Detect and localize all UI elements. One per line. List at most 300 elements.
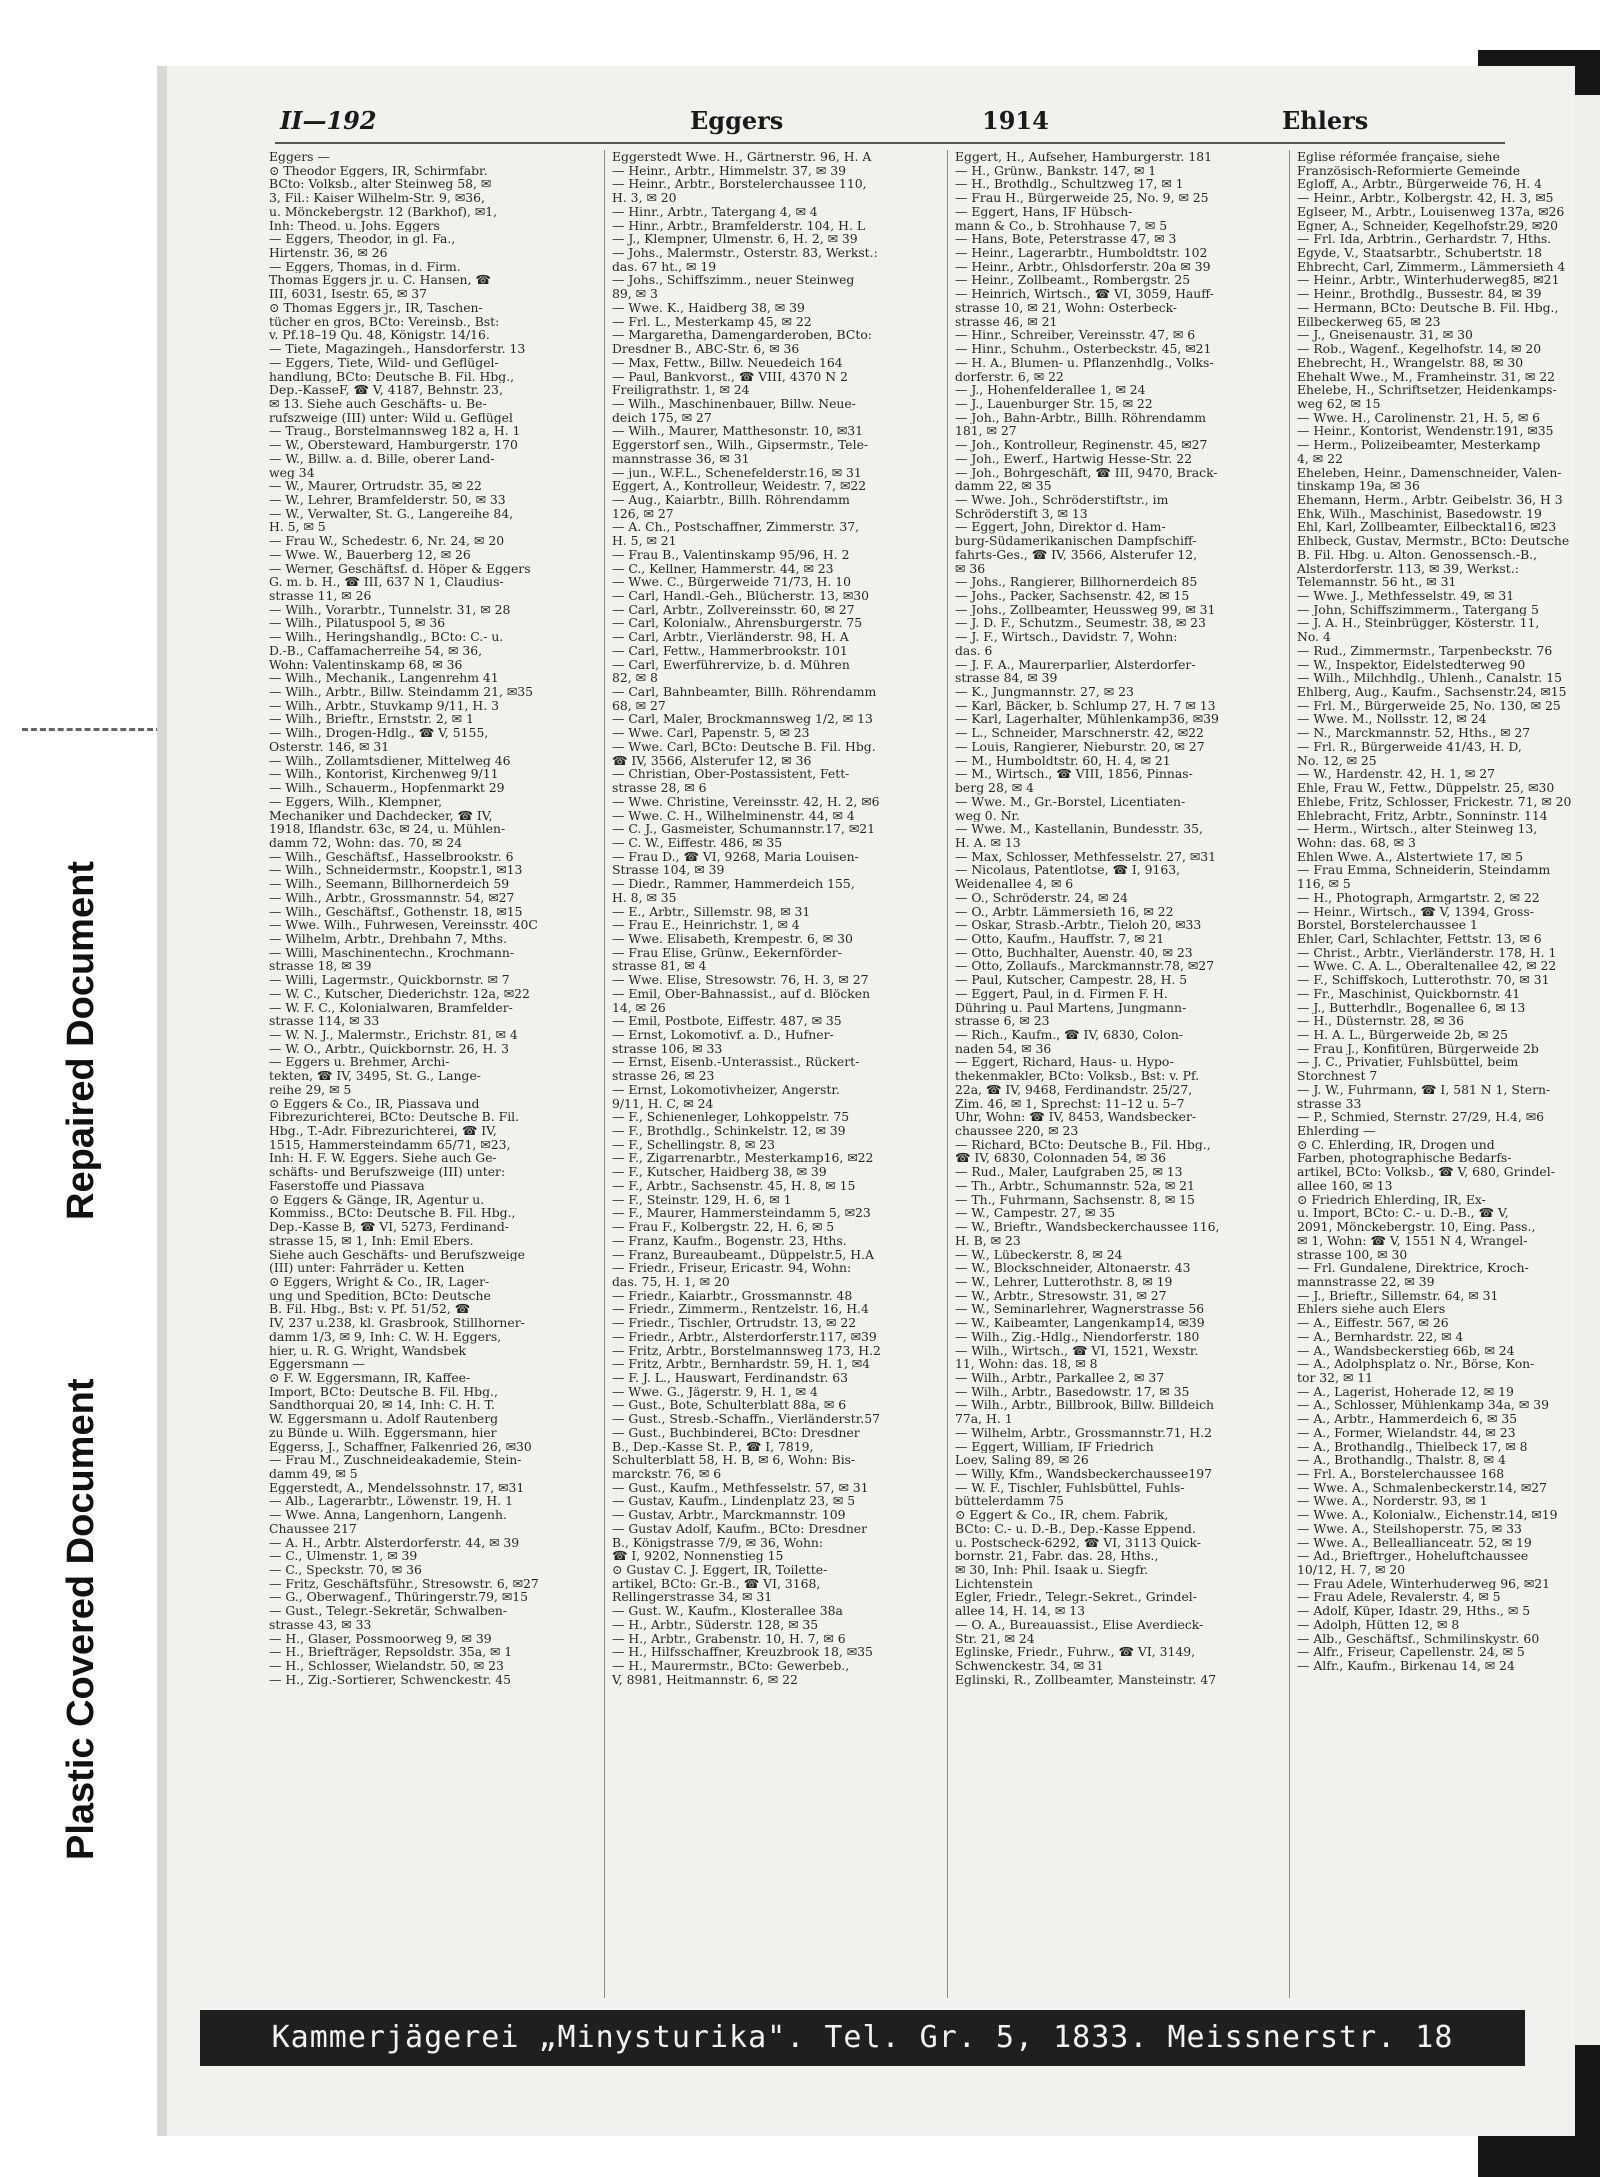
directory-entry-line: Eggerstedt, A., Mendelssohnstr. 17, ✉31 xyxy=(269,1480,525,1495)
directory-entry-line: — Frau W., Schedestr. 6, Nr. 24, ✉ 20 xyxy=(269,534,505,548)
directory-entry-line: — H., Photograph, Armgartstr. 2, ✉ 22 xyxy=(1297,890,1540,905)
directory-entry-line: — Alb., Geschäftsf., Schmilinskystr. 60 xyxy=(1297,1631,1540,1646)
directory-entry-line: — Wwe. M., Kastellanin, Bundesstr. 35, xyxy=(955,822,1203,836)
directory-entry-line: — Wwe. Carl, BCto: Deutsche B. Fil. Hbg. xyxy=(612,739,876,754)
directory-entry-line: — J. W., Fuhrmann, ☎ I, 581 N 1, Stern- xyxy=(1297,1082,1551,1097)
directory-entry-line: — Gust., Stresb.-Schaffn., Vierländerstr.57 xyxy=(612,1412,880,1426)
directory-entry-line: — Wilh., Geschäftsf., Gothenstr. 18, ✉15 xyxy=(269,904,523,919)
directory-entry-line: — H., Düsternstr. 28, ✉ 36 xyxy=(1297,1014,1464,1028)
directory-entry-line: — Ernst, Eisenb.-Unterassist., Rückert- xyxy=(612,1055,860,1070)
directory-entry-line: — Paul, Kutscher, Campestr. 28, H. 5 xyxy=(955,973,1188,987)
directory-entry-line: — Wilh., Arbtr., Billw. Steindamm 21, ✉35 xyxy=(269,685,534,699)
directory-entry-line: — Heinr., Brothdlg., Bussestr. 84, ✉ 39 xyxy=(1297,287,1542,301)
directory-entry-line: Eggerss, J., Schaffner, Falkenried 26, ✉30 xyxy=(269,1439,532,1454)
directory-entry-line: 1918, Iflandstr. 63c, ✉ 24, u. Mühlen- xyxy=(269,822,506,836)
directory-entry-line: — Johs., Zollbeamter, Heussweg 99, ✉ 31 xyxy=(955,602,1216,617)
directory-entry-line: 77a, H. 1 xyxy=(955,1412,1013,1426)
directory-entry-line: Mechaniker und Dachdecker, ☎ IV, xyxy=(269,808,493,823)
directory-entry-line: — C., Kellner, Hammerstr. 44, ✉ 23 xyxy=(612,561,834,576)
directory-entry-line: — Hinr., Arbtr., Bramfelderstr. 104, H. L xyxy=(612,218,866,233)
directory-entry-line: — Wilh., Zollamtsdiener, Mittelweg 46 xyxy=(269,753,511,768)
directory-entry-line: strasse 106, ✉ 33 xyxy=(612,1041,723,1056)
directory-entry-line: Inh: H. F. W. Eggers. Siehe auch Ge- xyxy=(269,1151,497,1166)
directory-entry-line: — Willi, Lagermstr., Quickbornstr. ✉ 7 xyxy=(269,973,510,987)
directory-entry-line: — Heinr., Lagerarbtr., Humboldtstr. 102 xyxy=(955,246,1208,260)
directory-entry-line: — Gustav Adolf, Kaufm., BCto: Dresdner xyxy=(612,1521,868,1536)
directory-entry-line: — O., Schröderstr. 24, ✉ 24 xyxy=(955,890,1129,905)
directory-entry-line: Dresdner B., ABC-Str. 6, ✉ 36 xyxy=(612,342,800,356)
directory-entry-line: Thomas Eggers jr. u. C. Hansen, ☎ xyxy=(269,273,491,288)
directory-entry-line: W. Eggersmann u. Adolf Rautenberg xyxy=(269,1412,499,1426)
directory-entry-line: — A. Ch., Postschaffner, Zimmerstr. 37, xyxy=(612,520,860,535)
directory-entry-line: ⊙ Eggers & Co., IR, Piassava und xyxy=(269,1096,480,1111)
directory-entry-line: — W., Campestr. 27, ✉ 35 xyxy=(955,1206,1116,1221)
directory-entry-line: dorferstr. 6, ✉ 22 xyxy=(955,369,1064,384)
directory-entry-line: — Frl. R., Bürgerweide 41/43, H. D, xyxy=(1297,739,1522,754)
directory-entry-line: 9/11, H. C, ✉ 24 xyxy=(612,1096,714,1111)
directory-entry-line: — F., Kutscher, Haidberg 38, ✉ 39 xyxy=(612,1165,827,1179)
directory-entry-line: u. Mönckebergstr. 12 (Barkhof), ✉1, xyxy=(269,204,498,219)
directory-entry-line: das. 6 xyxy=(955,643,993,658)
directory-entry-line: — Hinr., Schreiber, Vereinsstr. 47, ✉ 6 xyxy=(955,328,1196,343)
directory-entry-line: — Johs., Schiffszimm., neuer Steinweg xyxy=(612,273,855,288)
directory-entry-line: das. 67 ht., ✉ 19 xyxy=(612,259,717,274)
directory-entry-line: Ehbrecht, Carl, Zimmerm., Lämmersieth 4 xyxy=(1297,259,1566,274)
directory-entry-line: — A., Bernhardstr. 22, ✉ 4 xyxy=(1297,1329,1464,1344)
directory-entry-line: — Heinr., Kontorist, Wendenstr.191, ✉35 xyxy=(1297,424,1554,439)
directory-entry-line: Wohn: Valentinskamp 68, ✉ 36 xyxy=(269,657,463,672)
directory-entry-line: — H., Arbtr., Süderstr. 128, ✉ 35 xyxy=(612,1617,819,1632)
directory-entry-line: Storchnest 7 xyxy=(1297,1069,1378,1083)
directory-entry-line: 68, ✉ 27 xyxy=(612,698,666,713)
directory-entry-line: — Wwe. M., Gr.-Borstel, Licentiaten- xyxy=(955,794,1186,809)
directory-entry-line: — Wwe. W., Bauerberg 12, ✉ 26 xyxy=(269,547,471,562)
directory-entry-line: BCto: C.- u. D.-B., Dep.-Kasse Eppend. xyxy=(955,1521,1196,1536)
directory-entry-line: 10/12, H. 7, ✉ 20 xyxy=(1297,1563,1406,1577)
directory-entry-line: — jun., W.F.L., Schenefelderstr.16, ✉ 31 xyxy=(612,465,862,480)
directory-entry-line: ⊙ Theodor Eggers, IR, Schirmfabr. xyxy=(269,163,488,178)
directory-entry-line: — Heinr., Arbtr., Kolbergstr. 42, H. 3, ✉5 xyxy=(1297,191,1554,205)
directory-entry-line: — Max, Schlosser, Methfesselstr. 27, ✉31 xyxy=(955,849,1217,864)
directory-entry-line: — Friedr., Zimmerm., Rentzelstr. 16, H.4 xyxy=(612,1302,869,1317)
directory-entry-line: — J., Lauenburger Str. 15, ✉ 22 xyxy=(955,396,1153,411)
directory-entry-line: — F., Brothdlg., Schinkelstr. 12, ✉ 39 xyxy=(612,1124,846,1138)
directory-entry-line: ✉ 13. Siehe auch Geschäfts- u. Be- xyxy=(269,396,487,411)
directory-entry-line: Schröderstift 3, ✉ 13 xyxy=(955,506,1088,521)
directory-entry-line: Ehlerding — xyxy=(1297,1124,1376,1138)
directory-entry-line: — Eggert, William, IF Friedrich xyxy=(955,1439,1154,1454)
directory-entry-line: — A., Brothandlg., Thalstr. 8, ✉ 4 xyxy=(1297,1453,1506,1467)
directory-entry-line: — Wwe. C., Bürgerweide 71/73, H. 10 xyxy=(612,575,852,589)
directory-entry-line: Freiligrathstr. 1, ✉ 24 xyxy=(612,383,750,397)
directory-entry-line: Ehebrecht, H., Wrangelstr. 88, ✉ 30 xyxy=(1297,355,1524,370)
directory-entry-line: — Max, Fettw., Billw. Neuedeich 164 xyxy=(612,355,843,370)
directory-entry-line: Sandthorquai 20, ✉ 14, Inh: C. H. T. xyxy=(269,1398,495,1413)
directory-entry-line: — H., Brothdlg., Schultzweg 17, ✉ 1 xyxy=(955,177,1184,192)
directory-entry-line: fahrts-Ges., ☎ IV, 3566, Alsterufer 12, xyxy=(955,547,1198,562)
directory-entry-line: — Joh., Kontrolleur, Reginenstr. 45, ✉27 xyxy=(955,438,1208,452)
directory-entry-line: — W., Lehrer, Lutterothstr. 8, ✉ 19 xyxy=(955,1274,1173,1289)
directory-entry-line: — Wwe. Wilh., Fuhrwesen, Vereinsstr. 40C xyxy=(269,918,538,932)
directory-entry-line: — H., Maurermstr., BCto: Gewerbeb., xyxy=(612,1659,850,1673)
directory-entry-line: — Wilhelm, Arbtr., Drehbahn 7, Mths. xyxy=(269,931,507,946)
directory-entry-line: — Wilh., Geschäftsf., Hasselbrookstr. 6 xyxy=(269,849,514,864)
directory-entry-line: — Wilh., Mechanik., Langenrehm 41 xyxy=(269,671,499,686)
directory-entry-line: — Paul, Bankvorst., ☎ VIII, 4370 N 2 xyxy=(612,369,848,384)
directory-entry-line: H. B, ✉ 23 xyxy=(955,1233,1021,1248)
directory-entry-line: Siehe auch Geschäfts- und Berufszweige xyxy=(269,1247,526,1262)
directory-entry-line: tücher en gros, BCto: Vereinsb., Bst: xyxy=(269,314,500,329)
directory-entry-line: — H., Zig.-Sortierer, Schwenckestr. 45 xyxy=(269,1672,512,1687)
directory-entry-line: H. 5, ✉ 21 xyxy=(612,534,677,548)
directory-entry-line: Alsterdorferstr. 113, ✉ 39, Werkst.: xyxy=(1297,561,1519,576)
directory-entry-line: strasse 26, ✉ 23 xyxy=(612,1069,715,1083)
directory-entry-line: — John, Schiffszimmerm., Tatergang 5 xyxy=(1297,602,1539,617)
column-divider xyxy=(1289,150,1290,1998)
directory-entry-line: — Heinr., Arbtr., Ohlsdorferstr. 20a ✉ 39 xyxy=(955,259,1211,274)
directory-entry-line: u. Postscheck-6292, ☎ VI, 3113 Quick- xyxy=(955,1535,1202,1550)
directory-entry-line: — F., Schiffskoch, Lutterothstr. 70, ✉ 31 xyxy=(1297,973,1550,987)
directory-entry-line: — W., Hardenstr. 42, H. 1, ✉ 27 xyxy=(1297,767,1496,782)
directory-entry-line: — Frl. M., Bürgerweide 25, No. 130, ✉ 25 xyxy=(1297,698,1561,713)
directory-entry-line: — W., Kaibeamter, Langenkamp14, ✉39 xyxy=(955,1316,1205,1330)
directory-entry-line: — Wilh., Maschinenbauer, Billw. Neue- xyxy=(612,396,856,411)
directory-entry-line: — Wilh., Zig.-Hdlg., Niendorferstr. 180 xyxy=(955,1329,1200,1344)
directory-entry-line: Ehlen Wwe. A., Alstertwiete 17, ✉ 5 xyxy=(1297,849,1524,864)
directory-entry-line: artikel, BCto: Gr.-B., ☎ VI, 3168, xyxy=(612,1576,821,1591)
directory-entry-line: — Wwe. Joh., Schröderstiftstr., im xyxy=(955,492,1169,507)
directory-entry-line: strasse 10, ✉ 21, Wohn: Osterbeck- xyxy=(955,300,1178,315)
directory-entry-line: — L., Schneider, Marschnerstr. 42, ✉22 xyxy=(955,726,1204,740)
directory-entry-line: — P., Schmied, Sternstr. 27/29, H.4, ✉6 xyxy=(1297,1110,1545,1125)
directory-entry-line: — Rob., Wagenf., Kegelhofstr. 14, ✉ 20 xyxy=(1297,342,1542,356)
directory-entry-line: Strasse 104, ✉ 39 xyxy=(612,863,725,878)
directory-entry-line: tinskamp 19a, ✉ 36 xyxy=(1297,479,1420,493)
directory-entry-line: Wohn: das. 68, ✉ 3 xyxy=(1297,835,1416,850)
directory-entry-line: Weidenallee 4, ✉ 6 xyxy=(955,877,1074,891)
directory-entry-line: — E., Arbtr., Sillemstr. 98, ✉ 31 xyxy=(612,904,811,919)
directory-entry-line: hier, u. R. G. Wright, Wandsbek xyxy=(269,1343,467,1358)
directory-entry-line: — C., Speckstr. 70, ✉ 36 xyxy=(269,1563,422,1577)
directory-entry-line: marckstr. 76, ✉ 6 xyxy=(612,1467,722,1481)
directory-entry-line: — Wwe. M., Nollsstr. 12, ✉ 24 xyxy=(1297,712,1487,727)
directory-entry-line: weg 34 xyxy=(269,465,315,480)
directory-entry-line: Kommiss., BCto: Deutsche B. Fil. Hbg., xyxy=(269,1206,516,1221)
directory-entry-line: — Ernst, Lokomotivheizer, Angerstr. xyxy=(612,1082,840,1097)
directory-entry-line: 11, Wohn: das. 18, ✉ 8 xyxy=(955,1357,1098,1371)
directory-entry-line: — Oskar, Strasb.-Arbtr., Tieloh 20, ✉33 xyxy=(955,918,1202,932)
directory-entry-line: — H., Briefträger, Repsoldstr. 35a, ✉ 1 xyxy=(269,1645,513,1660)
directory-entry-line: — Wwe. Elisabeth, Krempestr. 6, ✉ 30 xyxy=(612,931,853,946)
directory-entry-line: IV, 237 u.238, kl. Grasbrook, Stillhorner- xyxy=(269,1316,525,1330)
directory-entry-line: handlung, BCto: Deutsche B. Fil. Hbg., xyxy=(269,369,515,384)
directory-entry-line: — W., Blockschneider, Altonaerstr. 43 xyxy=(955,1261,1191,1275)
directory-entry-line: Eggerstorf sen., Wilh., Gipsermstr., Tele- xyxy=(612,438,869,452)
directory-entry-line: — A., Schlosser, Mühlenkamp 34a, ✉ 39 xyxy=(1297,1398,1549,1413)
directory-entry-line: ⊙ Thomas Eggers jr., IR, Taschen- xyxy=(269,300,483,315)
directory-entry-line: Eglinski, R., Zollbeamter, Mansteinstr. 47 xyxy=(955,1672,1217,1687)
directory-entry-line: strasse 33 xyxy=(1297,1096,1362,1111)
directory-entry-line: — Wilh., Drogen-Hdlg., ☎ V, 5155, xyxy=(269,726,489,740)
directory-entry-line: strasse 43, ✉ 33 xyxy=(269,1617,372,1632)
directory-entry-line: — Johs., Rangierer, Billhornerdeich 85 xyxy=(955,575,1198,589)
directory-entry-line: — Carl, Ewerführervize, b. d. Mühren xyxy=(612,657,850,672)
directory-entry-line: Osterstr. 146, ✉ 31 xyxy=(269,739,390,754)
directory-entry-line: — Wilh., Schneidermstr., Koopstr.1, ✉13 xyxy=(269,863,523,878)
directory-entry-line: strasse 6, ✉ 23 xyxy=(955,1014,1050,1028)
directory-column-4 xyxy=(1297,150,1597,1998)
directory-entry-line: — Frl. L., Mesterkamp 45, ✉ 22 xyxy=(612,314,812,329)
directory-entry-line: — Eggers u. Brehmer, Archi- xyxy=(269,1055,450,1070)
directory-entry-line: Ehle, Frau W., Fettw., Düppelstr. 25, ✉30 xyxy=(1297,781,1555,795)
directory-entry-line: — Hinr., Schuhm., Osterbeckstr. 45, ✉21 xyxy=(955,342,1212,356)
directory-entry-line: — F., Schellingstr. 8, ✉ 23 xyxy=(612,1137,775,1152)
directory-entry-line: — Wwe. Elise, Stresowstr. 76, H. 3, ✉ 27 xyxy=(612,973,869,987)
directory-entry-line: — Wilh., Wirtsch., ☎ VI, 1521, Wexstr. xyxy=(955,1343,1199,1358)
directory-entry-line: — J. A. H., Steinbrügger, Kösterstr. 11, xyxy=(1297,616,1540,631)
directory-entry-line: — Frau Adele, Winterhuderweg 96, ✉21 xyxy=(1297,1576,1550,1591)
directory-entry-line: — Emil, Postbote, Eiffestr. 487, ✉ 35 xyxy=(612,1014,842,1028)
directory-entry-line: allee 160, ✉ 13 xyxy=(1297,1178,1393,1193)
directory-entry-line: — W., Lübeckerstr. 8, ✉ 24 xyxy=(955,1247,1123,1262)
directory-entry-line: — Friedr., Friseur, Ericastr. 94, Wohn: xyxy=(612,1261,852,1275)
directory-entry-line: — Wwe. G., Jägerstr. 9, H. 1, ✉ 4 xyxy=(612,1384,818,1399)
directory-entry-line: strasse 81, ✉ 4 xyxy=(612,959,707,974)
directory-entry-line: — Otto, Kaufm., Hauffstr. 7, ✉ 21 xyxy=(955,931,1165,946)
directory-entry-line: B. Fil. Hbg., Bst: v. Pf. 51/52, ☎ xyxy=(269,1302,471,1317)
directory-entry-line: — Hermann, BCto: Deutsche B. Fil. Hbg., xyxy=(1297,300,1559,315)
directory-entry-line: — Gust. W., Kaufm., Klosterallee 38a xyxy=(612,1604,843,1618)
directory-entry-line: — A., Eiffestr. 567, ✉ 26 xyxy=(1297,1316,1449,1330)
directory-entry-line: strasse 11, ✉ 26 xyxy=(269,589,372,603)
directory-entry-line: — C. J., Gasmeister, Schumannstr.17, ✉21 xyxy=(612,822,875,836)
directory-entry-line: — Frau H., Bürgerweide 25, No. 9, ✉ 25 xyxy=(955,191,1209,205)
directory-entry-line: Loev, Saling 89, ✉ 26 xyxy=(955,1453,1089,1467)
directory-entry-line: Ehler, Carl, Schlachter, Fettstr. 13, ✉ 6 xyxy=(1297,931,1542,946)
directory-entry-line: — H., Arbtr., Grabenstr. 10, H. 7, ✉ 6 xyxy=(612,1631,846,1646)
directory-entry-line: — Joh., Ewerf., Hartwig Hesse-Str. 22 xyxy=(955,451,1192,466)
directory-entry-line: 126, ✉ 27 xyxy=(612,506,674,521)
directory-entry-line: Hbg., T.-Adr. Fibrezurichterei, ☎ IV, xyxy=(269,1124,497,1138)
header-year: 1914 xyxy=(982,106,1049,135)
directory-entry-line: ✉ 30, Inh: Phil. Isaak u. Siegfr. xyxy=(955,1563,1149,1577)
directory-entry-line: strasse 15, ✉ 1, Inh: Emil Ebers. xyxy=(269,1233,474,1248)
directory-entry-line: — Carl, Bahnbeamter, Billh. Röhrendamm xyxy=(612,685,877,699)
directory-entry-line: — W., Seminarlehrer, Wagnerstrasse 56 xyxy=(955,1302,1205,1317)
directory-entry-line: Fibrezurichterei, BCto: Deutsche B. Fil. xyxy=(269,1110,520,1125)
directory-entry-line: — Gust., Bote, Schulterblatt 88a, ✉ 6 xyxy=(612,1398,847,1413)
directory-entry-line: zu Bünde u. Wilh. Eggersmann, hier xyxy=(269,1425,497,1440)
directory-entry-line: — Werner, Geschäftsf. d. Höper & Eggers xyxy=(269,561,531,576)
directory-entry-line: 116, ✉ 5 xyxy=(1297,877,1351,891)
directory-entry-line: — H., Glaser, Possmoorweg 9, ✉ 39 xyxy=(269,1631,492,1646)
directory-entry-line: mannstrasse 36, ✉ 31 xyxy=(612,451,750,466)
directory-entry-line: — Wwe. J., Methfesselstr. 49, ✉ 31 xyxy=(1297,589,1515,603)
directory-entry-line: Dep.-Kasse B, ☎ VI, 5273, Ferdinand- xyxy=(269,1220,509,1234)
directory-entry-line: mannstrasse 22, ✉ 39 xyxy=(1297,1274,1435,1289)
directory-entry-line: — Karl, Lagerhalter, Mühlenkamp36, ✉39 xyxy=(955,712,1219,727)
directory-entry-line: Schwenckestr. 34, ✉ 31 xyxy=(955,1659,1104,1673)
directory-entry-line: — Eggers, Wilh., Klempner, xyxy=(269,794,443,809)
directory-entry-line: — Wwe. A., Steilshoperstr. 75, ✉ 33 xyxy=(1297,1521,1522,1536)
directory-entry-line: — Nicolaus, Patentlotse, ☎ I, 9163, xyxy=(955,863,1181,878)
directory-entry-line: 1515, Hammersteindamm 65/71, ✉23, xyxy=(269,1137,511,1152)
directory-entry-line: strasse 46, ✉ 21 xyxy=(955,314,1058,329)
directory-entry-line: Faserstoffe und Piassava xyxy=(269,1178,425,1193)
directory-entry-line: — W., Maurer, Ortrudstr. 35, ✉ 22 xyxy=(269,479,482,493)
directory-entry-line: Eglseer, M., Arbtr., Louisenweg 137a, ✉26 xyxy=(1297,204,1565,219)
directory-entry-line: — Frl. A., Borstelerchaussee 168 xyxy=(1297,1467,1505,1481)
directory-entry-line: — Wwe. C. H., Wilhelminenstr. 44, ✉ 4 xyxy=(612,808,855,823)
directory-entry-line: — Christian, Ober-Postassistent, Fett- xyxy=(612,767,850,782)
directory-entry-line: 14, ✉ 26 xyxy=(612,1000,666,1015)
directory-entry-line: — Eggers, Theodor, in gl. Fa., xyxy=(269,232,456,247)
directory-entry-line: Eilbeckerweg 65, ✉ 23 xyxy=(1297,314,1441,329)
directory-entry-line: u. Import, BCto: C.- u. D.-B., ☎ V, xyxy=(1297,1206,1509,1221)
directory-entry-line: Dep.-KasseF, ☎ V, 4187, Behnstr. 23, xyxy=(269,383,503,397)
directory-entry-line: — Carl, Kolonialw., Ahrensburgerstr. 75 xyxy=(612,616,863,631)
directory-entry-line: Uhr, Wohn: ☎ IV, 8453, Wandsbecker- xyxy=(955,1110,1197,1125)
directory-entry-line: — Joh., Bahn-Arbtr., Billh. Röhrendamm xyxy=(955,410,1207,425)
directory-entry-line: — W., Arbtr., Stresowstr. 31, ✉ 27 xyxy=(955,1288,1167,1303)
directory-entry-line: Ehelebe, H., Schriftsetzer, Heidenkamps- xyxy=(1297,383,1557,397)
directory-entry-line: Ehlbeck, Gustav, Mermstr., BCto: Deutsche xyxy=(1297,534,1570,548)
directory-entry-line: 2091, Mönckebergstr. 10, Eing. Pass., xyxy=(1297,1220,1536,1234)
directory-entry-line: — A. H., Arbtr. Alsterdorferstr. 44, ✉ 39 xyxy=(269,1535,520,1550)
directory-entry-line: — M., Humboldtstr. 60, H. 4, ✉ 21 xyxy=(955,753,1171,768)
directory-entry-line: tor 32, ✉ 11 xyxy=(1297,1370,1374,1385)
directory-entry-line: Eggert, H., Aufseher, Hamburgerstr. 181 xyxy=(955,150,1212,164)
directory-entry-line: Hirtenstr. 36, ✉ 26 xyxy=(269,246,388,260)
repaired-document-label: Repaired Document xyxy=(60,861,102,1220)
directory-entry-line: Eheleben, Heinr., Damenschneider, Valen- xyxy=(1297,465,1562,480)
directory-entry-line: — Johs., Malermstr., Osterstr. 83, Werkst.: xyxy=(612,246,878,260)
directory-entry-line: Eggerstedt Wwe. H., Gärtnerstr. 96, H. A xyxy=(612,150,872,164)
directory-entry-line: — Frl. Gundalene, Direktrice, Kroch- xyxy=(1297,1261,1529,1275)
directory-entry-line: Egler, Friedr., Telegr.-Sekret., Grindel- xyxy=(955,1590,1197,1605)
directory-entry-line: Egloff, A., Arbtr., Bürgerweide 76, H. 4 xyxy=(1297,177,1543,192)
directory-entry-line: — J., Gneisenaustr. 31, ✉ 30 xyxy=(1297,328,1473,343)
directory-entry-line: Dühring u. Paul Martens, Jungmann- xyxy=(955,1000,1187,1015)
directory-entry-line: strasse 100, ✉ 30 xyxy=(1297,1247,1408,1262)
directory-entry-line: rufszweige (III) unter: Wild u. Geflügel xyxy=(269,410,513,425)
directory-entry-line: — Frau Adele, Revalerstr. 4, ✉ 5 xyxy=(1297,1590,1501,1605)
directory-entry-line: — Frau F., Kolbergstr. 22, H. 6, ✉ 5 xyxy=(612,1220,835,1234)
directory-entry-line: — Wwe. H., Carolinenstr. 21, H. 5, ✉ 6 xyxy=(1297,410,1541,425)
directory-entry-line: — W. C., Kutscher, Diederichstr. 12a, ✉22 xyxy=(269,986,530,1001)
directory-entry-line: — Wilh., Arbtr., Parkallee 2, ✉ 37 xyxy=(955,1370,1165,1385)
directory-entry-line: — Heinr., Wirtsch., ☎ V, 1394, Gross- xyxy=(1297,904,1534,919)
directory-entry-line: — Th., Fuhrmann, Sachsenstr. 8, ✉ 15 xyxy=(955,1192,1195,1207)
directory-entry-line: büttelerdamm 75 xyxy=(955,1494,1064,1509)
directory-entry-line: — Wilh., Schauerm., Hopfenmarkt 29 xyxy=(269,781,505,795)
directory-entry-line: — Diedr., Rammer, Hammerdeich 155, xyxy=(612,877,855,891)
directory-entry-line: Import, BCto: Deutsche B. Fil. Hbg., xyxy=(269,1384,498,1399)
header-last-name: Ehlers xyxy=(1282,106,1369,135)
directory-entry-line: — Wilh., Vorarbtr., Tunnelstr. 31, ✉ 28 xyxy=(269,602,511,617)
directory-entry-line: Ehehalt Wwe., M., Framheinstr. 31, ✉ 22 xyxy=(1297,369,1556,384)
directory-entry-line: Eggert, A., Kontrolleur, Weidestr. 7, ✉22 xyxy=(612,479,867,493)
directory-entry-line: — Frau B., Valentinskamp 95/96, H. 2 xyxy=(612,547,850,562)
directory-entry-line: — Rud., Zimmermstr., Tarpenbeckstr. 76 xyxy=(1297,643,1553,658)
directory-entry-line: — N., Marckmannstr. 52, Hths., ✉ 27 xyxy=(1297,726,1531,740)
directory-entry-line: ⊙ Eggers & Gänge, IR, Agentur u. xyxy=(269,1192,485,1207)
directory-entry-line: Ehlebe, Fritz, Schlosser, Frickestr. 71, ✉ 20 xyxy=(1297,794,1572,809)
directory-entry-line: ☎ IV, 6830, Colonnaden 54, ✉ 36 xyxy=(955,1151,1166,1166)
directory-entry-line: — Eggert, John, Direktor d. Ham- xyxy=(955,520,1166,535)
directory-entry-line: — Gustav, Arbtr., Marckmannstr. 109 xyxy=(612,1508,846,1522)
directory-entry-line: — Wwe. A., Belleallianceatr. 52, ✉ 19 xyxy=(1297,1535,1532,1550)
directory-entry-line: — Heinr., Arbtr., Winterhuderweg85, ✉21 xyxy=(1297,273,1560,288)
directory-entry-line: damm 1/3, ✉ 9, Inh: C. W. H. Eggers, xyxy=(269,1329,502,1344)
directory-entry-line: — W., Verwalter, St. G., Langereihe 84, xyxy=(269,506,514,521)
directory-entry-line: Egner, A., Schneider, Kegelhofstr.29, ✉20 xyxy=(1297,218,1559,233)
directory-entry-line: — F., Maurer, Hammersteindamm 5, ✉23 xyxy=(612,1206,871,1221)
directory-entry-line: Französisch-Reformierte Gemeinde xyxy=(1297,163,1521,178)
directory-entry-line: — W. O., Arbtr., Quickbornstr. 26, H. 3 xyxy=(269,1041,510,1056)
directory-entry-line: — F., Steinstr. 129, H. 6, ✉ 1 xyxy=(612,1192,792,1207)
column-divider xyxy=(604,150,605,1998)
directory-entry-line: bornstr. 21, Fabr. das. 28, Hths., xyxy=(955,1549,1159,1564)
directory-entry-line: — Eggers, Thomas, in d. Firm. xyxy=(269,259,461,274)
page-header xyxy=(272,106,1512,146)
directory-entry-line: Ehk, Wilh., Maschinist, Basedowstr. 19 xyxy=(1297,506,1542,521)
directory-entry-line: strasse 84, ✉ 39 xyxy=(955,671,1058,686)
directory-entry-line: — Rich., Kaufm., ☎ IV, 6830, Colon- xyxy=(955,1028,1183,1042)
directory-entry-line: ☎ IV, 3566, Alsterufer 12, ✉ 36 xyxy=(612,753,812,768)
directory-entry-line: — Tiete, Magazingeh., Hansdorferstr. 13 xyxy=(269,342,526,356)
directory-entry-line: ☎ I, 9202, Nonnenstieg 15 xyxy=(612,1549,784,1564)
directory-entry-line: G. m. b. H., ☎ III, 637 N 1, Claudius- xyxy=(269,575,504,589)
directory-entry-line: strasse 28, ✉ 6 xyxy=(612,781,707,795)
directory-entry-line: — Adolph, Hütten 12, ✉ 8 xyxy=(1297,1617,1460,1632)
directory-entry-line: — G., Oberwagenf., Thüringerstr.79, ✉15 xyxy=(269,1590,529,1605)
directory-column-3 xyxy=(955,150,1255,1998)
directory-entry-line: damm 22, ✉ 35 xyxy=(955,479,1052,493)
directory-entry-line: — Louis, Rangierer, Nieburstr. 20, ✉ 27 xyxy=(955,739,1205,754)
header-first-name: Eggers xyxy=(690,106,784,135)
directory-entry-line: — Joh., Bohrgeschäft, ☎ III, 9470, Brack- xyxy=(955,465,1218,480)
directory-entry-line: — Fritz, Arbtr., Bernhardstr. 59, H. 1, ✉4 xyxy=(612,1357,871,1371)
directory-entry-line: — Margaretha, Damengarderoben, BCto: xyxy=(612,328,872,343)
directory-entry-line: — W., Billw. a. d. Bille, oberer Land- xyxy=(269,451,495,466)
directory-entry-line: — H. A., Blumen- u. Pflanzenhdlg., Volks- xyxy=(955,355,1214,370)
directory-entry-line: B., Dep.-Kasse St. P., ☎ I, 7819, xyxy=(612,1439,814,1454)
page-number: II—192 xyxy=(280,106,377,135)
directory-entry-line: — Frau J., Konfitüren, Bürgerweide 2b xyxy=(1297,1041,1539,1056)
directory-entry-line: — H. A. L., Bürgerweide 2b, ✉ 25 xyxy=(1297,1028,1508,1042)
directory-entry-line: thekenmakler, BCto: Volksb., Bst: v. Pf. xyxy=(955,1069,1200,1083)
directory-entry-line: v. Pf.18–19 Qu. 48, Königstr. 14/16. xyxy=(269,328,490,343)
directory-entry-line: — Eggert, Paul, in d. Firmen F. H. xyxy=(955,986,1168,1001)
directory-entry-line: — W., Brieftr., Wandsbeckerchaussee 116, xyxy=(955,1220,1220,1234)
directory-entry-line: — J. D. F., Schutzm., Seumestr. 38, ✉ 23 xyxy=(955,616,1206,631)
column-divider xyxy=(947,150,948,1998)
directory-entry-line: — Th., Arbtr., Schumannstr. 52a, ✉ 21 xyxy=(955,1178,1195,1193)
directory-entry-line: artikel, BCto: Volksb., ☎ V, 680, Grindel- xyxy=(1297,1165,1555,1179)
directory-entry-line: — Carl, Fettw., Hammerbrookstr. 101 xyxy=(612,643,848,658)
directory-entry-line: — W. N. J., Malermstr., Erichstr. 81, ✉ 4 xyxy=(269,1028,518,1042)
directory-entry-line: — F., Arbtr., Sachsenstr. 45, H. 8, ✉ 15 xyxy=(612,1178,856,1193)
directory-entry-line: — Gust., Kaufm., Methfesselstr. 57, ✉ 31 xyxy=(612,1480,869,1495)
directory-entry-line: Chaussee 217 xyxy=(269,1521,357,1536)
directory-entry-line: — Otto, Zollaufs., Marckmannstr.78, ✉27 xyxy=(955,959,1215,974)
directory-entry-line: — J., Butterhdlr., Bogenallee 6, ✉ 13 xyxy=(1297,1000,1526,1015)
directory-entry-line: — Eggert, Richard, Haus- u. Hypo- xyxy=(955,1055,1174,1070)
directory-entry-line: — Wwe. A., Kolonialw., Eichenstr.14, ✉19 xyxy=(1297,1508,1558,1522)
directory-entry-line: — Wwe. C. A. L., Oberaltenallee 42, ✉ 22 xyxy=(1297,959,1557,974)
directory-entry-line: III, 6031, Isestr. 65, ✉ 37 xyxy=(269,287,428,301)
